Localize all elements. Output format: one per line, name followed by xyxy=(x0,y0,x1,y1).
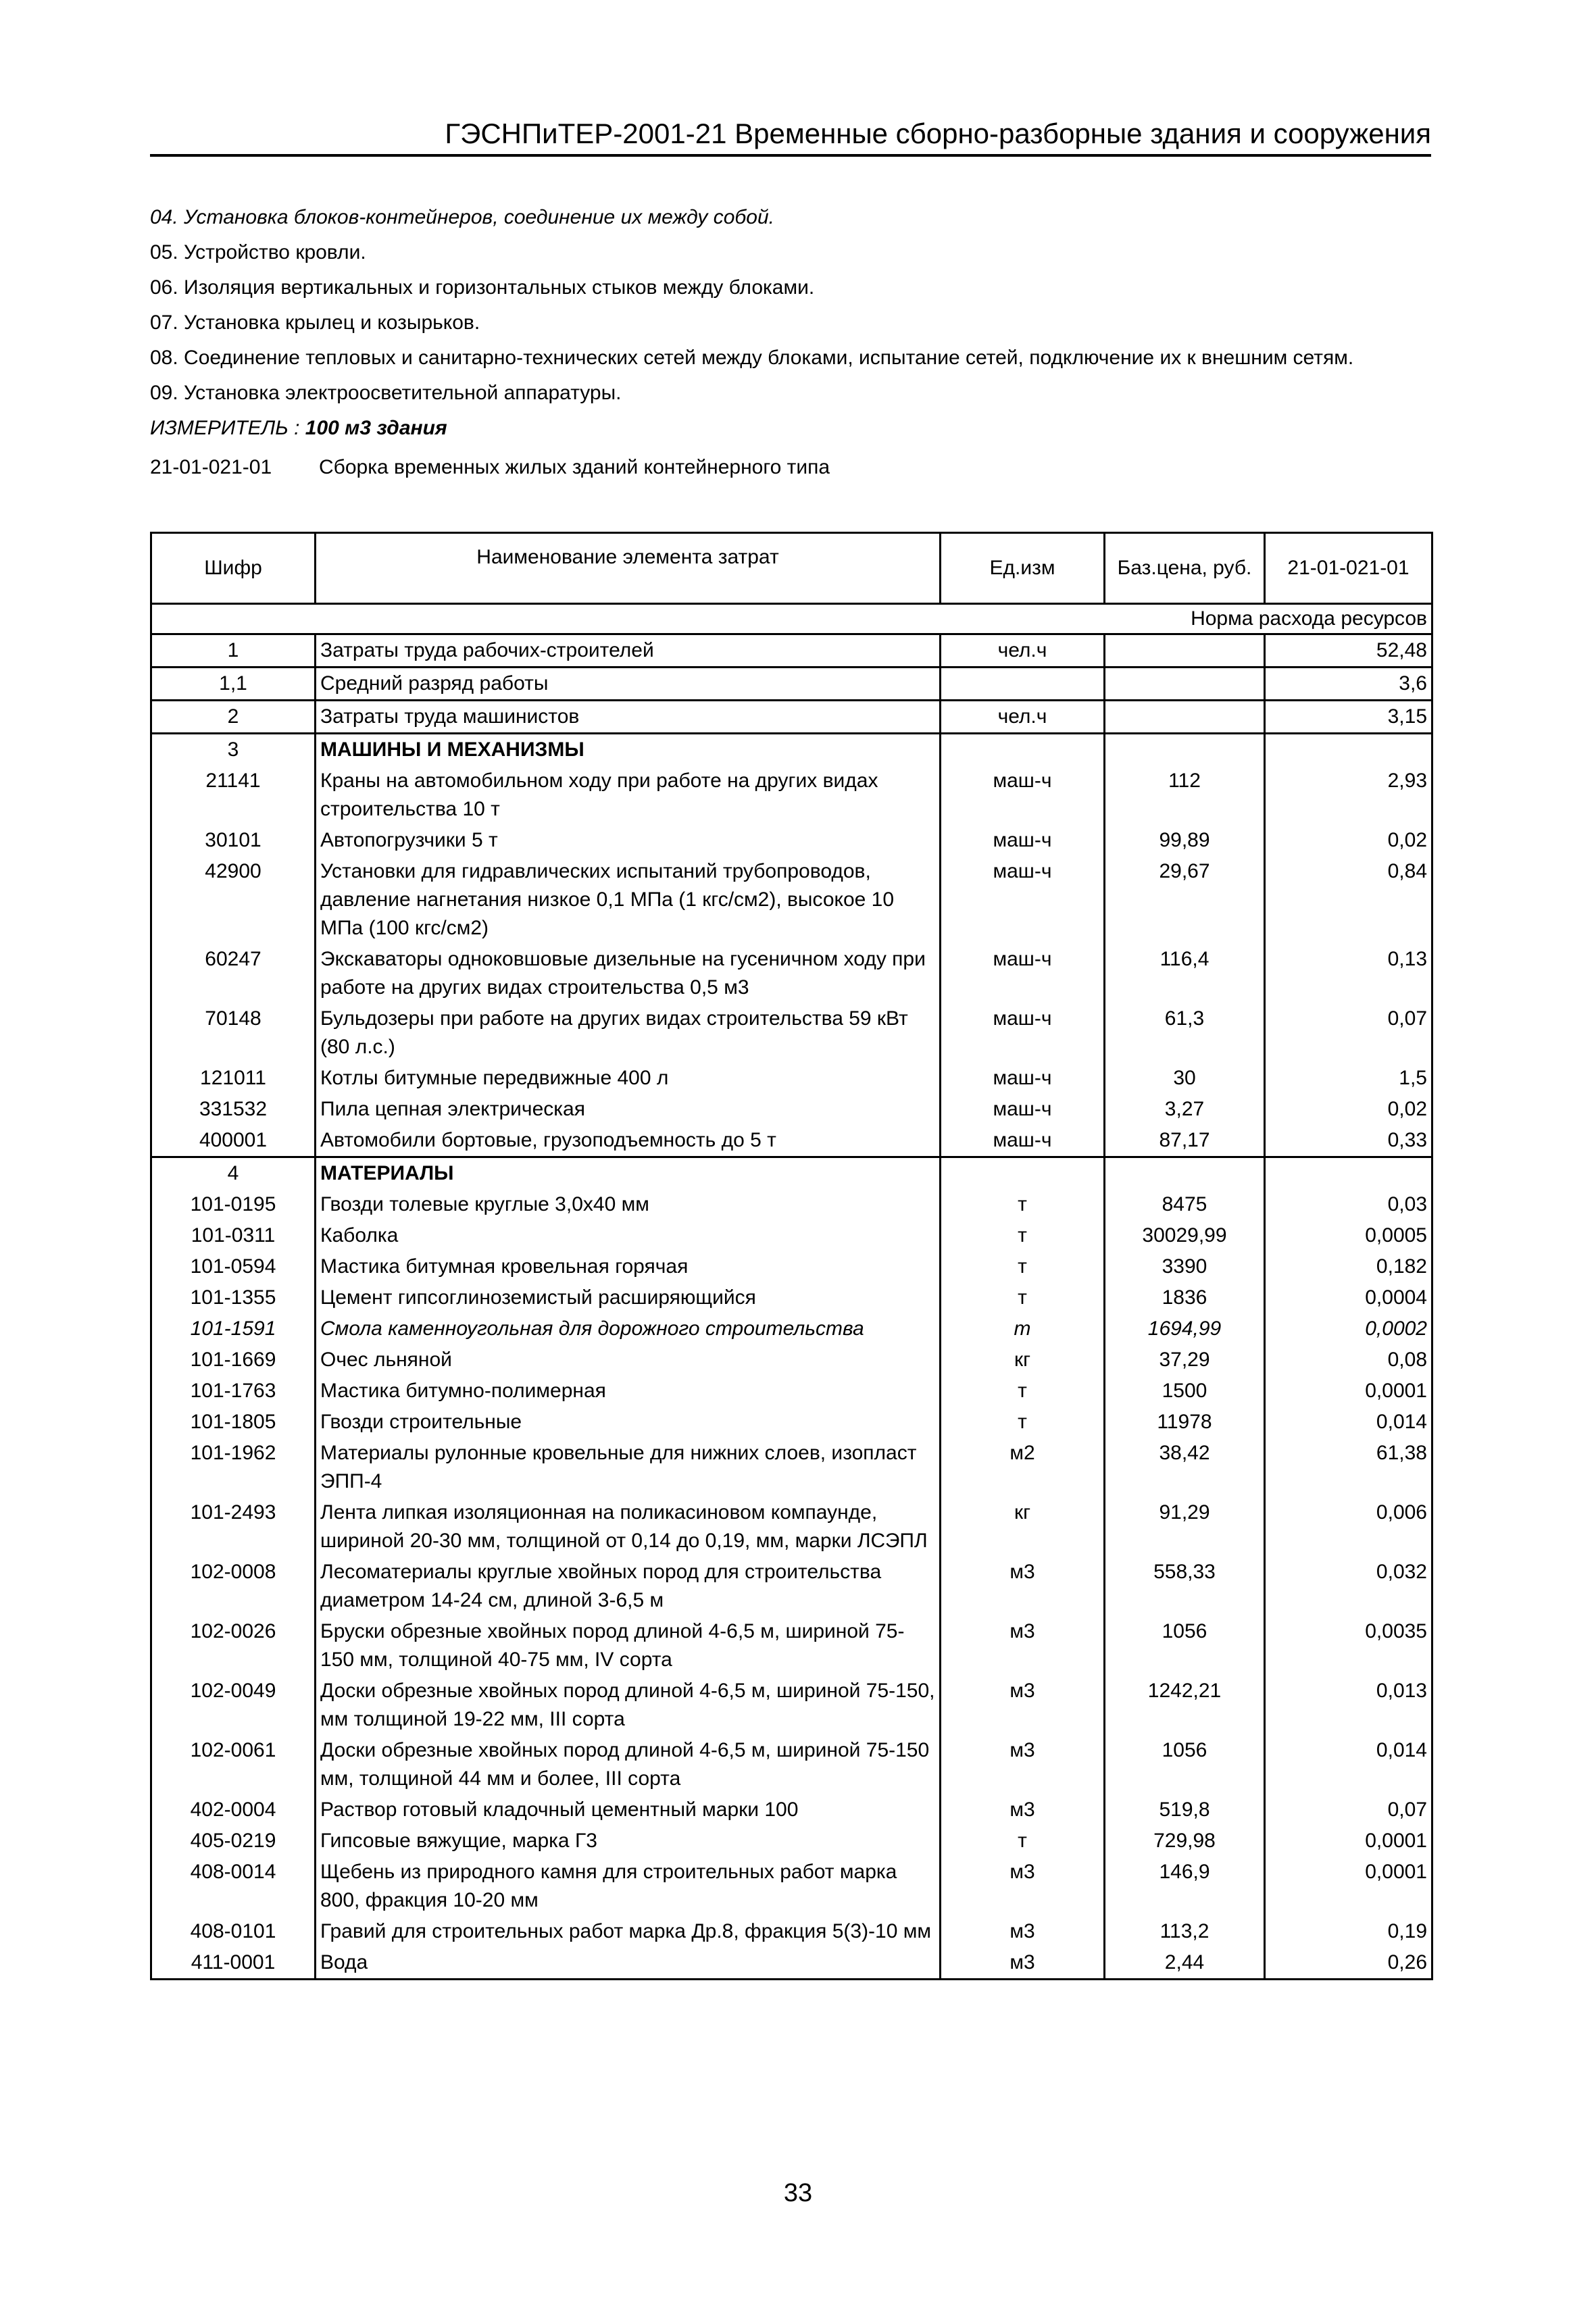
cell-unit: м3 xyxy=(941,1794,1105,1826)
intro-section xyxy=(150,203,1431,488)
operations-list xyxy=(150,203,1431,408)
cell-price xyxy=(1105,1157,1265,1190)
cell-name: Котлы битумные передвижные 400 л xyxy=(316,1063,941,1094)
cell-unit: кг xyxy=(941,1344,1105,1376)
cell-price xyxy=(1105,701,1265,734)
cell-name: Доски обрезные хвойных пород длиной 4-6,5 м, шириной 75-150 мм, толщиной 44 мм и более, III сорта xyxy=(316,1735,941,1794)
cell-name: МАТЕРИАЛЫ xyxy=(316,1157,941,1190)
cell-norm: 0,02 xyxy=(1265,825,1432,856)
cell-unit xyxy=(941,668,1105,701)
cell-code: 101-0594 xyxy=(151,1251,316,1282)
cell-price: 1056 xyxy=(1105,1735,1265,1794)
cell-unit: м3 xyxy=(941,1857,1105,1916)
cell-norm: 0,0005 xyxy=(1265,1220,1432,1251)
cell-price: 729,98 xyxy=(1105,1826,1265,1857)
cell-norm: 0,0001 xyxy=(1265,1376,1432,1407)
cell-price: 1836 xyxy=(1105,1282,1265,1313)
cell-code: 4 xyxy=(151,1157,316,1190)
cell-code: 101-1355 xyxy=(151,1282,316,1313)
cell-norm: 0,0001 xyxy=(1265,1826,1432,1857)
cell-norm: 0,33 xyxy=(1265,1125,1432,1157)
cell-norm: 1,5 xyxy=(1265,1063,1432,1094)
norm-description: Сборка временных жилых зданий контейнерного типа xyxy=(319,456,830,478)
operation-item: 09. Установка электроосветительной аппаратуры. xyxy=(150,382,622,404)
cell-unit: м3 xyxy=(941,1735,1105,1794)
cell-price: 1056 xyxy=(1105,1616,1265,1676)
cell-price: 146,9 xyxy=(1105,1857,1265,1916)
table-row xyxy=(151,1344,1432,1376)
cell-name: Лесоматериалы круглые хвойных пород для строительства диаметром 14-24 см, длиной 3-6,5 м xyxy=(316,1557,941,1616)
table-row xyxy=(151,1251,1432,1282)
header-name: Наименование элемента затрат xyxy=(316,533,941,604)
cell-name: Очес льняной xyxy=(316,1344,941,1376)
cell-norm: 0,26 xyxy=(1265,1947,1432,1980)
operation-item: 06. Изоляция вертикальных и горизонтальных стыков между блоками. xyxy=(150,276,815,299)
cell-price: 558,33 xyxy=(1105,1557,1265,1616)
cell-unit: м2 xyxy=(941,1438,1105,1497)
cell-name: Материалы рулонные кровельные для нижних слоев, изопласт ЭПП-4 xyxy=(316,1438,941,1497)
cell-unit: маш-ч xyxy=(941,1094,1105,1125)
cell-price xyxy=(1105,634,1265,668)
cell-code: 101-1591 xyxy=(151,1313,316,1344)
cell-norm: 61,38 xyxy=(1265,1438,1432,1497)
table-row xyxy=(151,1313,1432,1344)
cell-norm: 0,07 xyxy=(1265,1794,1432,1826)
cell-price: 116,4 xyxy=(1105,944,1265,1003)
cell-price xyxy=(1105,734,1265,766)
cell-code: 102-0026 xyxy=(151,1616,316,1676)
cell-code: 60247 xyxy=(151,944,316,1003)
cell-name: Краны на автомобильном ходу при работе на других видах строительства 10 т xyxy=(316,765,941,825)
cell-name: Затраты труда рабочих-строителей xyxy=(316,634,941,668)
cell-norm: 0,182 xyxy=(1265,1251,1432,1282)
table-row xyxy=(151,1676,1432,1735)
cell-price: 30 xyxy=(1105,1063,1265,1094)
cell-name: Затраты труда машинистов xyxy=(316,701,941,734)
cell-price: 11978 xyxy=(1105,1407,1265,1438)
table-row xyxy=(151,1407,1432,1438)
table-row xyxy=(151,1947,1432,1980)
operation-item: 04. Установка блоков-контейнеров, соединение их между собой. xyxy=(150,206,774,228)
cell-code: 101-1805 xyxy=(151,1407,316,1438)
cell-unit: м3 xyxy=(941,1616,1105,1676)
header-unit: Ед.изм xyxy=(941,533,1105,604)
cell-price: 113,2 xyxy=(1105,1916,1265,1947)
table-row xyxy=(151,701,1432,734)
cell-code: 1,1 xyxy=(151,668,316,701)
operation-item: 08. Соединение тепловых и санитарно-технических сетей между блоками, испытание сетей, подключение их к внешним сетям. xyxy=(150,347,1354,369)
cell-norm: 0,0001 xyxy=(1265,1857,1432,1916)
cell-code: 331532 xyxy=(151,1094,316,1125)
cell-norm: 2,93 xyxy=(1265,765,1432,825)
cell-norm: 0,0002 xyxy=(1265,1313,1432,1344)
cell-norm: 0,03 xyxy=(1265,1189,1432,1220)
norm-code-line xyxy=(150,453,1431,482)
cell-name: Гравий для строительных работ марка Др.8, фракция 5(3)-10 мм xyxy=(316,1916,941,1947)
resources-table xyxy=(150,532,1433,1980)
cell-name: Установки для гидравлических испытаний трубопроводов, давление нагнетания низкое 0,1 МПа (1 кгс/см2), высокое 10 МПа (100 кгс/см2) xyxy=(316,856,941,944)
cell-price: 1242,21 xyxy=(1105,1676,1265,1735)
cell-name: Автомобили бортовые, грузоподъемность до 5 т xyxy=(316,1125,941,1157)
header-price: Баз.цена, руб. xyxy=(1105,533,1265,604)
cell-name: Бульдозеры при работе на других видах строительства 59 кВт (80 л.с.) xyxy=(316,1003,941,1063)
cell-unit: м3 xyxy=(941,1947,1105,1980)
cell-unit: маш-ч xyxy=(941,944,1105,1003)
cell-unit: т xyxy=(941,1376,1105,1407)
cell-norm: 0,032 xyxy=(1265,1557,1432,1616)
table-row xyxy=(151,1063,1432,1094)
cell-unit xyxy=(941,734,1105,766)
cell-norm: 0,07 xyxy=(1265,1003,1432,1063)
cell-unit: т xyxy=(941,1313,1105,1344)
cell-price xyxy=(1105,668,1265,701)
cell-code: 408-0014 xyxy=(151,1857,316,1916)
cell-norm: 0,08 xyxy=(1265,1344,1432,1376)
cell-norm: 0,84 xyxy=(1265,856,1432,944)
cell-norm: 52,48 xyxy=(1265,634,1432,668)
cell-price: 87,17 xyxy=(1105,1125,1265,1157)
cell-code: 42900 xyxy=(151,856,316,944)
section-row xyxy=(151,1157,1432,1190)
cell-code: 21141 xyxy=(151,765,316,825)
cell-unit: маш-ч xyxy=(941,856,1105,944)
table-row xyxy=(151,1557,1432,1616)
cell-name: Мастика битумно-полимерная xyxy=(316,1376,941,1407)
cell-name: Смола каменноугольная для дорожного строительства xyxy=(316,1313,941,1344)
table-row xyxy=(151,944,1432,1003)
cell-name: Цемент гипсоглиноземистый расширяющийся xyxy=(316,1282,941,1313)
table-row xyxy=(151,1826,1432,1857)
cell-price: 3,27 xyxy=(1105,1094,1265,1125)
cell-code: 70148 xyxy=(151,1003,316,1063)
cell-price: 1500 xyxy=(1105,1376,1265,1407)
table-row xyxy=(151,856,1432,944)
cell-unit: т xyxy=(941,1826,1105,1857)
section-row xyxy=(151,734,1432,766)
cell-unit: т xyxy=(941,1407,1105,1438)
table-row xyxy=(151,825,1432,856)
table-row xyxy=(151,1220,1432,1251)
table-row xyxy=(151,1916,1432,1947)
cell-unit: т xyxy=(941,1189,1105,1220)
cell-price: 3390 xyxy=(1105,1251,1265,1282)
table-row xyxy=(151,1125,1432,1157)
cell-unit: т xyxy=(941,1220,1105,1251)
cell-name: Гипсовые вяжущие, марка Г3 xyxy=(316,1826,941,1857)
measure-line xyxy=(150,413,1431,443)
cell-unit: чел.ч xyxy=(941,701,1105,734)
cell-code: 400001 xyxy=(151,1125,316,1157)
cell-norm: 0,0035 xyxy=(1265,1616,1432,1676)
header-title: ГЭСНПиТЕР-2001-21 Временные сборно-разборные здания и сооружения xyxy=(445,118,1431,149)
page-header xyxy=(150,114,1431,157)
header-norm: 21-01-021-01 xyxy=(1265,533,1432,604)
cell-code: 121011 xyxy=(151,1063,316,1094)
norm-code: 21-01-021-01 xyxy=(150,456,272,478)
table-row xyxy=(151,1794,1432,1826)
cell-code: 101-0311 xyxy=(151,1220,316,1251)
cell-norm: 3,6 xyxy=(1265,668,1432,701)
table-row xyxy=(151,1003,1432,1063)
table-row xyxy=(151,1376,1432,1407)
cell-name: Щебень из природного камня для строительных работ марка 800, фракция 10-20 мм xyxy=(316,1857,941,1916)
cell-price: 38,42 xyxy=(1105,1438,1265,1497)
table-row xyxy=(151,1438,1432,1497)
cell-unit: маш-ч xyxy=(941,1003,1105,1063)
cell-name: Раствор готовый кладочный цементный марки 100 xyxy=(316,1794,941,1826)
cell-code: 102-0049 xyxy=(151,1676,316,1735)
cell-name: Каболка xyxy=(316,1220,941,1251)
cell-norm xyxy=(1265,734,1432,766)
measure-label: ИЗМЕРИТЕЛЬ : xyxy=(150,417,305,439)
table-row xyxy=(151,1497,1432,1557)
cell-code: 2 xyxy=(151,701,316,734)
measure-value: 100 м3 здания xyxy=(305,417,447,439)
operation-item: 05. Устройство кровли. xyxy=(150,241,366,263)
cell-name: Средний разряд работы xyxy=(316,668,941,701)
cell-code: 102-0008 xyxy=(151,1557,316,1616)
cell-code: 3 xyxy=(151,734,316,766)
cell-name: Лента липкая изоляционная на поликасиновом компаунде, шириной 20-30 мм, толщиной от 0,14 до 0,19, мм, марки ЛСЭПЛ xyxy=(316,1497,941,1557)
cell-price: 519,8 xyxy=(1105,1794,1265,1826)
cell-unit: т xyxy=(941,1282,1105,1313)
cell-price: 61,3 xyxy=(1105,1003,1265,1063)
norm-label-row xyxy=(151,604,1432,634)
cell-unit: м3 xyxy=(941,1557,1105,1616)
cell-name: Пила цепная электрическая xyxy=(316,1094,941,1125)
cell-norm: 0,013 xyxy=(1265,1676,1432,1735)
cell-norm: 0,02 xyxy=(1265,1094,1432,1125)
cell-price: 30029,99 xyxy=(1105,1220,1265,1251)
norm-label: Норма расхода ресурсов xyxy=(1105,604,1432,634)
cell-code: 405-0219 xyxy=(151,1826,316,1857)
cell-price: 91,29 xyxy=(1105,1497,1265,1557)
cell-name: Гвозди строительные xyxy=(316,1407,941,1438)
cell-price: 29,67 xyxy=(1105,856,1265,944)
cell-name: МАШИНЫ И МЕХАНИЗМЫ xyxy=(316,734,941,766)
cell-price: 37,29 xyxy=(1105,1344,1265,1376)
cell-name: Гвозди толевые круглые 3,0х40 мм xyxy=(316,1189,941,1220)
cell-unit: маш-ч xyxy=(941,765,1105,825)
cell-unit: маш-ч xyxy=(941,1063,1105,1094)
cell-price: 112 xyxy=(1105,765,1265,825)
table-row xyxy=(151,1094,1432,1125)
cell-code: 101-1763 xyxy=(151,1376,316,1407)
table-row xyxy=(151,668,1432,701)
operation-item: 07. Установка крылец и козырьков. xyxy=(150,311,480,334)
cell-norm: 0,014 xyxy=(1265,1735,1432,1794)
table-row xyxy=(151,765,1432,825)
cell-name: Экскаваторы одноковшовые дизельные на гусеничном ходу при работе на других видах строительства 0,5 м3 xyxy=(316,944,941,1003)
table-row xyxy=(151,1857,1432,1916)
cell-norm: 0,0004 xyxy=(1265,1282,1432,1313)
cell-name: Бруски обрезные хвойных пород длиной 4-6,5 м, шириной 75-150 мм, толщиной 40-75 мм, IV сорта xyxy=(316,1616,941,1676)
table-row xyxy=(151,634,1432,668)
cell-name: Автопогрузчики 5 т xyxy=(316,825,941,856)
cell-name: Мастика битумная кровельная горячая xyxy=(316,1251,941,1282)
cell-norm xyxy=(1265,1157,1432,1190)
cell-name: Доски обрезные хвойных пород длиной 4-6,5 м, шириной 75-150, мм толщиной 19-22 мм, III сорта xyxy=(316,1676,941,1735)
table-row xyxy=(151,1282,1432,1313)
cell-norm: 0,19 xyxy=(1265,1916,1432,1947)
cell-code: 102-0061 xyxy=(151,1735,316,1794)
table-row xyxy=(151,1616,1432,1676)
cell-unit: чел.ч xyxy=(941,634,1105,668)
cell-unit: маш-ч xyxy=(941,1125,1105,1157)
cell-code: 101-0195 xyxy=(151,1189,316,1220)
cell-unit: м3 xyxy=(941,1676,1105,1735)
cell-code: 402-0004 xyxy=(151,1794,316,1826)
page-number: 33 xyxy=(783,2179,813,2207)
cell-unit: м3 xyxy=(941,1916,1105,1947)
cell-code: 408-0101 xyxy=(151,1916,316,1947)
table-row xyxy=(151,1189,1432,1220)
cell-unit: маш-ч xyxy=(941,825,1105,856)
cell-code: 101-1962 xyxy=(151,1438,316,1497)
cell-code: 30101 xyxy=(151,825,316,856)
cell-code: 411-0001 xyxy=(151,1947,316,1980)
cell-norm: 3,15 xyxy=(1265,701,1432,734)
cell-norm: 0,13 xyxy=(1265,944,1432,1003)
table-row xyxy=(151,1735,1432,1794)
cell-norm: 0,006 xyxy=(1265,1497,1432,1557)
cell-price: 99,89 xyxy=(1105,825,1265,856)
cell-norm: 0,014 xyxy=(1265,1407,1432,1438)
header-code: Шифр xyxy=(151,533,316,604)
cell-price: 1694,99 xyxy=(1105,1313,1265,1344)
cell-code: 101-1669 xyxy=(151,1344,316,1376)
cell-price: 8475 xyxy=(1105,1189,1265,1220)
table-header-row xyxy=(151,533,1432,604)
cell-code: 101-2493 xyxy=(151,1497,316,1557)
cell-unit xyxy=(941,1157,1105,1190)
cell-unit: т xyxy=(941,1251,1105,1282)
cell-price: 2,44 xyxy=(1105,1947,1265,1980)
cell-code: 1 xyxy=(151,634,316,668)
cell-unit: кг xyxy=(941,1497,1105,1557)
cell-name: Вода xyxy=(316,1947,941,1980)
